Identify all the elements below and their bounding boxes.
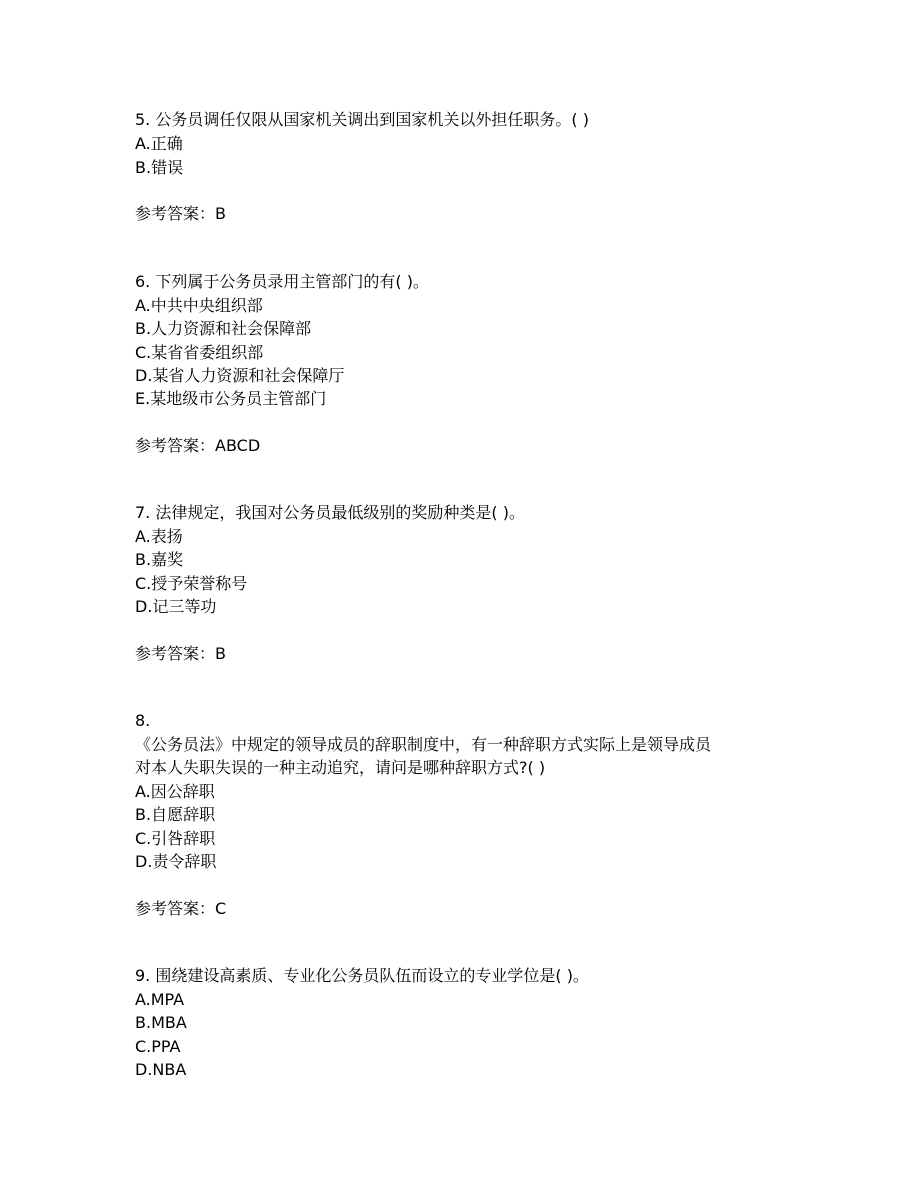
- option: C.某省省委组织部: [135, 343, 264, 362]
- answer-value: B: [215, 204, 226, 223]
- question-text: 围绕建设高素质、专业化公务员队伍而设立的专业学位是( )。: [155, 966, 589, 985]
- option: A.表扬: [135, 527, 183, 546]
- question-number: 7.: [135, 503, 151, 522]
- question-7-stem: [135, 503, 525, 523]
- option: A.中共中央组织部: [135, 296, 263, 315]
- question-text: 下列属于公务员录用主管部门的有( )。: [155, 272, 429, 291]
- answer-label: 参考答案：: [135, 204, 216, 223]
- answer-line: [135, 899, 226, 919]
- question-6-stem: [135, 272, 429, 292]
- option: D.记三等功: [135, 597, 217, 616]
- question-8-stem-line-2: 对本人失职失误的一种主动追究，请问是哪种辞职方式?( ): [135, 758, 546, 777]
- option: E.某地级市公务员主管部门: [135, 389, 327, 408]
- answer-line: [135, 204, 226, 224]
- answer-value: ABCD: [215, 436, 261, 455]
- option: B.自愿辞职: [135, 805, 216, 824]
- question-number: 5.: [135, 110, 151, 129]
- option: B.嘉奖: [135, 550, 184, 569]
- question-number: 9.: [135, 966, 151, 985]
- answer-line: [135, 436, 260, 456]
- question-5-stem: [135, 110, 589, 130]
- answer-label: 参考答案：: [135, 644, 216, 663]
- option: D.某省人力资源和社会保障厅: [135, 366, 345, 385]
- question-8-number: 8.: [135, 711, 151, 730]
- option: A.正确: [135, 134, 183, 153]
- option: D.责令辞职: [135, 852, 217, 871]
- answer-value: B: [215, 644, 226, 663]
- question-number: 6.: [135, 272, 151, 291]
- option: A.因公辞职: [135, 782, 215, 801]
- option: B.人力资源和社会保障部: [135, 319, 312, 338]
- answer-line: [135, 644, 226, 664]
- option: C.PPA: [135, 1037, 181, 1056]
- question-9-stem: [135, 966, 589, 986]
- option: C.引咎辞职: [135, 829, 216, 848]
- question-text: 公务员调任仅限从国家机关调出到国家机关以外担任职务。( ): [155, 110, 589, 129]
- option: B.MBA: [135, 1013, 187, 1032]
- option: B.错误: [135, 158, 184, 177]
- answer-value: C: [215, 899, 227, 918]
- option: D.NBA: [135, 1060, 187, 1079]
- question-8-stem-line-1: 《公务员法》中规定的领导成员的辞职制度中，有一种辞职方式实际上是领导成员: [135, 735, 712, 754]
- answer-label: 参考答案：: [135, 436, 216, 455]
- option: A.MPA: [135, 990, 185, 1009]
- answer-label: 参考答案：: [135, 899, 216, 918]
- question-text: 法律规定，我国对公务员最低级别的奖励种类是( )。: [155, 503, 525, 522]
- option: C.授予荣誉称号: [135, 574, 248, 593]
